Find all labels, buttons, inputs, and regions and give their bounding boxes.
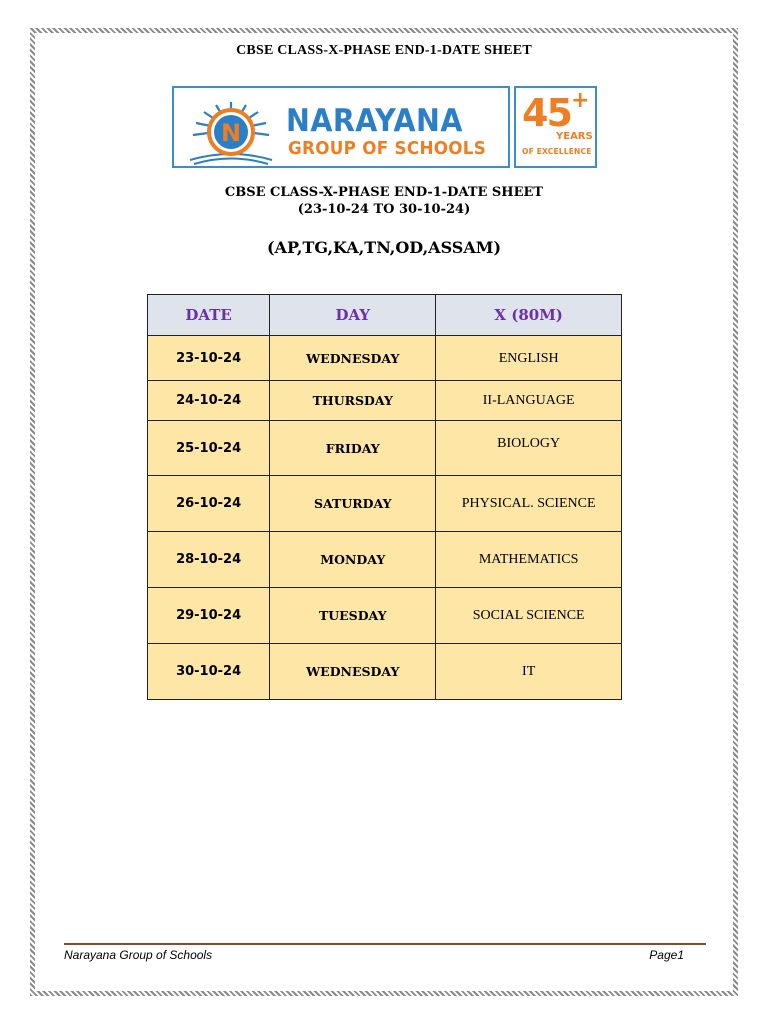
cell-subject: BIOLOGY: [436, 421, 622, 476]
years-tagline: OF EXCELLENCE: [522, 147, 592, 156]
header-day: DAY: [270, 295, 436, 336]
svg-text:N: N: [220, 119, 242, 147]
title-line-1: CBSE CLASS-X-PHASE END-1-DATE SHEET: [224, 185, 544, 200]
table-row: [148, 336, 622, 381]
footer-divider: [64, 943, 706, 945]
cell-subject: MATHEMATICS: [436, 532, 622, 588]
logo-emblem-icon: [176, 90, 286, 168]
cell-day: WEDNESDAY: [270, 336, 436, 381]
header-subject: X (80M): [436, 295, 622, 336]
table-row: [148, 532, 622, 588]
region-list: (AP,TG,KA,TN,OD,ASSAM): [266, 238, 502, 257]
header-date: DATE: [148, 295, 270, 336]
cell-subject: PHYSICAL. SCIENCE: [436, 476, 622, 532]
cell-date: 23-10-24: [148, 336, 270, 381]
table-row: [148, 421, 622, 476]
cell-day: MONDAY: [270, 532, 436, 588]
logo-brand-subtitle: GROUP OF SCHOOLS: [288, 138, 487, 159]
cell-date: 26-10-24: [148, 476, 270, 532]
document-title: [0, 184, 768, 218]
cell-day: FRIDAY: [270, 421, 436, 476]
years-number: 45: [522, 91, 571, 135]
table-row: [148, 644, 622, 700]
date-sheet-table: [147, 294, 622, 700]
cell-day: SATURDAY: [270, 476, 436, 532]
cell-date: 24-10-24: [148, 381, 270, 421]
cell-date: 30-10-24: [148, 644, 270, 700]
cell-day: TUESDAY: [270, 588, 436, 644]
cell-day: WEDNESDAY: [270, 644, 436, 700]
cell-date: 29-10-24: [148, 588, 270, 644]
logo-main-panel: [172, 86, 510, 168]
cell-subject: SOCIAL SCIENCE: [436, 588, 622, 644]
logo-years-panel: [514, 86, 597, 168]
cell-subject: IT: [436, 644, 622, 700]
page-header-title: CBSE CLASS-X-PHASE END-1-DATE SHEET: [236, 43, 532, 58]
title-date-range: (23-10-24 TO 30-10-24): [297, 202, 471, 217]
table-header-row: [148, 295, 622, 336]
years-word: YEARS: [556, 131, 593, 142]
cell-date: 25-10-24: [148, 421, 270, 476]
table-row: [148, 588, 622, 644]
footer-org-name: Narayana Group of Schools: [64, 948, 213, 962]
years-plus: +: [571, 88, 590, 113]
table-row: [148, 476, 622, 532]
table-row: [148, 381, 622, 421]
logo-brand-name: NARAYANA: [286, 103, 463, 139]
footer-page-number: Page1: [649, 948, 684, 962]
cell-day: THURSDAY: [270, 381, 436, 421]
cell-subject: ENGLISH: [436, 336, 622, 381]
cell-subject: II-LANGUAGE: [436, 381, 622, 421]
cell-date: 28-10-24: [148, 532, 270, 588]
narayana-logo: [172, 86, 597, 168]
